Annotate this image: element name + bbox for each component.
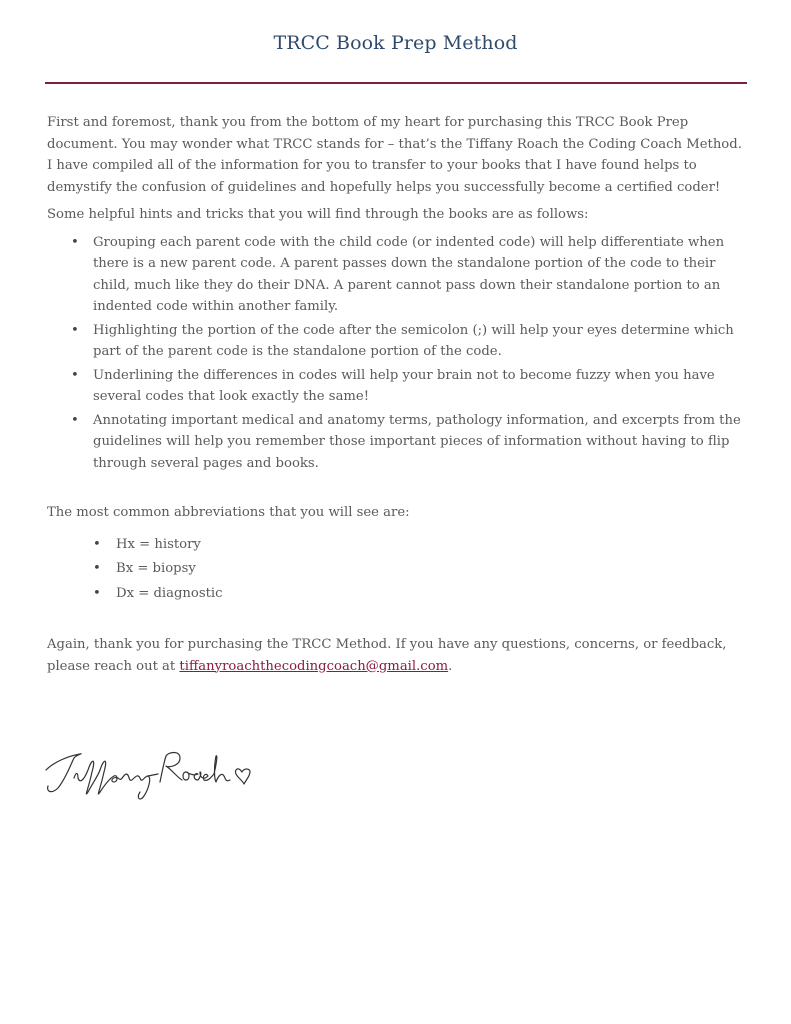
- list-item: • Dx = diagnostic: [47, 583, 747, 605]
- closing-text: Again, thank you for purchasing the TRCC Method. If you have any questions, concerns, or feedback, please reach out at: [47, 637, 727, 674]
- signature-stroke: [46, 754, 81, 792]
- signature-stroke: [74, 761, 150, 799]
- abbreviations-intro-paragraph: The most common abbreviations that you will see are:: [47, 505, 410, 520]
- page-title: TRCC Book Prep Method: [273, 32, 518, 54]
- document-body: [47, 112, 747, 677]
- abbreviations-list: [47, 534, 747, 605]
- email-link[interactable]: tiffanyroachthecodingcoach@gmail.com: [179, 658, 449, 674]
- signature-stroke: [160, 753, 182, 783]
- hints-intro-paragraph: Some helpful hints and tricks that you will find through the books are as follows:: [47, 207, 589, 222]
- intro-paragraph: First and foremost, thank you from the bottom of my heart for purchasing this TRCC Book Prep document. You may wonder what TRCC stands for – that’s the Tiffany Roach the Coding Coach Method. I have compiled all of the information for you to transfer to your books that I have found helps to demystify the confusion of guidelines and hopefully helps you successfully become a certified coder!: [47, 115, 742, 195]
- closing-period: .: [448, 658, 453, 674]
- hints-list: [47, 232, 747, 475]
- signature-stroke: [183, 756, 230, 782]
- signature-image: [40, 732, 270, 802]
- list-item: • Annotating important medical and anatomy terms, pathology information, and excerpts from the guidelines will help you remember those important pieces of information without having to flip through several pages and books.: [47, 410, 747, 475]
- list-item: • Bx = biopsy: [47, 558, 747, 580]
- signature-stroke: [148, 774, 158, 776]
- closing-paragraph: [47, 634, 747, 677]
- list-item: • Highlighting the portion of the code after the semicolon (;) will help your eyes determine which part of the parent code is the standalone portion of the code.: [47, 320, 747, 363]
- list-item: • Hx = history: [47, 534, 747, 556]
- header-divider: [45, 82, 747, 84]
- signature-stroke: [235, 769, 250, 784]
- list-item: • Underlining the differences in codes will help your brain not to become fuzzy when you have several codes that look exactly the same!: [47, 365, 747, 408]
- list-item: • Grouping each parent code with the child code (or indented code) will help differentiate when there is a new parent code. A parent passes down the standalone portion of the code to their child, much like they do their DNA. A parent cannot pass down their standalone portion to an indented code within another family.: [47, 232, 747, 318]
